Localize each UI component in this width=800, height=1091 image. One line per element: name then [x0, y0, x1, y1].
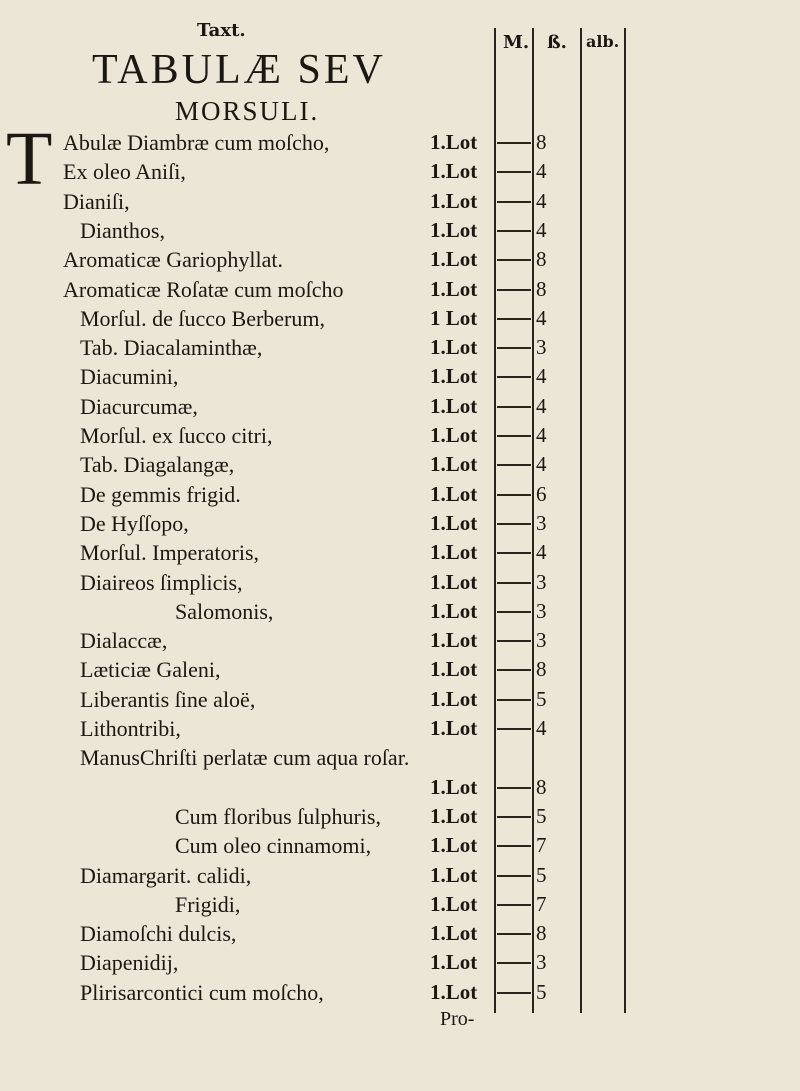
running-head: Taxt. [197, 20, 246, 41]
item-quantity: 1.Lot [430, 862, 478, 887]
column-dash [497, 347, 531, 349]
item-quantity: 1.Lot [430, 774, 478, 799]
table-row [0, 714, 800, 743]
item-price: 4 [536, 540, 547, 565]
column-dash [497, 992, 531, 994]
item-price: 5 [536, 803, 547, 828]
item-price: 8 [536, 130, 547, 154]
table-row [0, 128, 800, 157]
item-name: De gemmis frigid. [80, 481, 241, 507]
item-quantity: 1.Lot [430, 628, 478, 653]
table-row [0, 245, 800, 274]
item-quantity: 1.Lot [430, 423, 478, 447]
item-price: 4 [536, 364, 547, 389]
table-row [0, 362, 800, 391]
item-price: 4 [536, 716, 547, 740]
column-header-m: M. [503, 32, 530, 53]
column-dash [497, 816, 531, 818]
table-row [0, 568, 800, 597]
table-row [0, 773, 800, 802]
item-quantity: 1.Lot [430, 335, 478, 360]
item-quantity: 1.Lot [430, 217, 478, 242]
column-dash [497, 669, 531, 671]
item-price: 5 [536, 686, 547, 711]
table-row [0, 626, 800, 655]
item-quantity: 1.Lot [430, 803, 478, 828]
table-row [0, 509, 800, 538]
column-dash [497, 845, 531, 847]
item-name: Dianiſi, [63, 188, 130, 214]
item-price: 4 [536, 159, 547, 184]
item-price: 8 [536, 276, 547, 301]
column-dash [497, 494, 531, 496]
column-dash [497, 435, 531, 437]
column-dash [497, 171, 531, 173]
page-title: TABULÆ SEV [92, 47, 386, 93]
item-price: 8 [536, 657, 547, 682]
column-header-s: ß. [547, 32, 567, 53]
item-quantity: 1.Lot [430, 510, 478, 535]
table-row [0, 333, 800, 362]
table-row [0, 538, 800, 567]
item-quantity: 1.Lot [430, 452, 478, 477]
table-row [0, 948, 800, 977]
item-name: ManusChriſti perlatæ cum aqua roſar. [80, 745, 410, 771]
column-dash [497, 376, 531, 378]
item-name: Abulæ Diambræ cum moſcho, [63, 130, 330, 155]
column-dash [497, 699, 531, 701]
item-price: 3 [536, 335, 547, 360]
item-quantity: 1 Lot [430, 305, 478, 330]
item-price: 4 [536, 423, 547, 447]
column-dash [497, 230, 531, 232]
item-name: Tab. Diagalangæ, [80, 452, 235, 478]
item-quantity: 1.Lot [430, 569, 478, 594]
table-row [0, 743, 800, 772]
column-dash [497, 318, 531, 320]
table-row [0, 890, 800, 919]
item-price: 3 [536, 569, 547, 594]
column-dash [497, 523, 531, 525]
item-quantity: 1.Lot [430, 276, 478, 301]
item-price: 8 [536, 921, 547, 946]
item-name: Diacumini, [80, 364, 179, 390]
item-name: Aromaticæ Roſatæ cum moſcho [63, 276, 344, 302]
item-quantity: 1.Lot [430, 130, 478, 154]
item-name: Lithontribi, [80, 716, 181, 741]
table-row [0, 187, 800, 216]
item-name: Tab. Diacalaminthæ, [80, 335, 263, 361]
item-name: Salomonis, [175, 598, 274, 624]
drop-cap: T [6, 117, 53, 201]
item-quantity: 1.Lot [430, 481, 478, 506]
item-quantity: 1.Lot [430, 686, 478, 711]
table-row [0, 597, 800, 626]
item-price: 4 [536, 393, 547, 418]
column-dash [497, 875, 531, 877]
catchword: Pro- [440, 1008, 475, 1030]
item-price: 6 [536, 481, 547, 506]
column-dash [497, 142, 531, 144]
item-price: 3 [536, 950, 547, 975]
item-price: 8 [536, 774, 547, 799]
column-dash [497, 406, 531, 408]
item-quantity: 1.Lot [430, 657, 478, 682]
table-row [0, 831, 800, 860]
column-dash [497, 289, 531, 291]
item-quantity: 1.Lot [430, 540, 478, 565]
table-row [0, 421, 800, 450]
item-quantity: 1.Lot [430, 950, 478, 975]
item-price: 4 [536, 217, 547, 242]
item-name: Diamoſchi dulcis, [80, 921, 237, 947]
item-name: Læticiæ Galeni, [80, 657, 221, 683]
item-name: Cum floribus ſulphuris, [175, 803, 381, 829]
column-dash [497, 787, 531, 789]
table-row [0, 802, 800, 831]
item-name: Cum oleo cinnamomi, [175, 833, 372, 859]
item-price: 4 [536, 305, 547, 330]
item-price: 3 [536, 628, 547, 653]
item-quantity: 1.Lot [430, 921, 478, 946]
table-row [0, 685, 800, 714]
table-row [0, 919, 800, 948]
item-name: Diacurcumæ, [80, 393, 198, 419]
item-quantity: 1.Lot [430, 716, 478, 740]
item-quantity: 1.Lot [430, 159, 478, 184]
item-price: 4 [536, 452, 547, 477]
item-name: Diamargarit. calidi, [80, 862, 252, 888]
table-row [0, 216, 800, 245]
item-price: 7 [536, 833, 547, 858]
column-dash [497, 962, 531, 964]
item-quantity: 1.Lot [430, 364, 478, 389]
table-row [0, 157, 800, 186]
item-quantity: 1.Lot [430, 833, 478, 858]
column-dash [497, 582, 531, 584]
table-row [0, 655, 800, 684]
item-name: Liberantis ſine aloë, [80, 686, 256, 712]
item-quantity: 1.Lot [430, 891, 478, 916]
table-row [0, 275, 800, 304]
table-row [0, 392, 800, 421]
item-price: 7 [536, 891, 547, 916]
item-name: Morſul. ex ſucco citri, [80, 423, 273, 448]
item-price: 3 [536, 510, 547, 535]
item-name: Dianthos, [80, 217, 165, 243]
table-row [0, 304, 800, 333]
item-quantity: 1.Lot [430, 979, 478, 1004]
item-name: Morſul. de ſucco Berberum, [80, 305, 325, 331]
column-header-alb: alb. [586, 32, 620, 51]
column-dash [497, 611, 531, 613]
item-quantity: 1.Lot [430, 393, 478, 418]
column-dash [497, 201, 531, 203]
item-quantity: 1.Lot [430, 598, 478, 623]
item-name: Diaireos ſimplicis, [80, 569, 243, 595]
table-row [0, 978, 800, 1007]
item-name: Plirisarcontici cum moſcho, [80, 979, 324, 1005]
item-price: 3 [536, 598, 547, 623]
item-name: Frigidi, [175, 891, 241, 917]
table-row [0, 450, 800, 479]
item-name: Dialaccæ, [80, 628, 168, 654]
item-price: 4 [536, 188, 547, 213]
column-dash [497, 464, 531, 466]
column-dash [497, 933, 531, 935]
item-quantity: 1.Lot [430, 188, 478, 213]
item-name: Ex oleo Aniſi, [63, 159, 186, 185]
item-name: Aromaticæ Gariophyllat. [63, 247, 283, 273]
column-dash [497, 259, 531, 261]
item-name: Diapenidij, [80, 950, 179, 976]
table-row [0, 480, 800, 509]
page-subtitle: MORSULI. [175, 96, 320, 126]
item-name: Morſul. Imperatoris, [80, 540, 260, 566]
column-dash [497, 640, 531, 642]
table-row [0, 861, 800, 890]
column-dash [497, 552, 531, 554]
column-dash [497, 904, 531, 906]
item-price: 5 [536, 862, 547, 887]
item-quantity: 1.Lot [430, 247, 478, 272]
column-dash [497, 728, 531, 730]
item-name: De Hyſſopo, [80, 510, 189, 536]
item-price: 8 [536, 247, 547, 272]
item-price: 5 [536, 979, 547, 1004]
